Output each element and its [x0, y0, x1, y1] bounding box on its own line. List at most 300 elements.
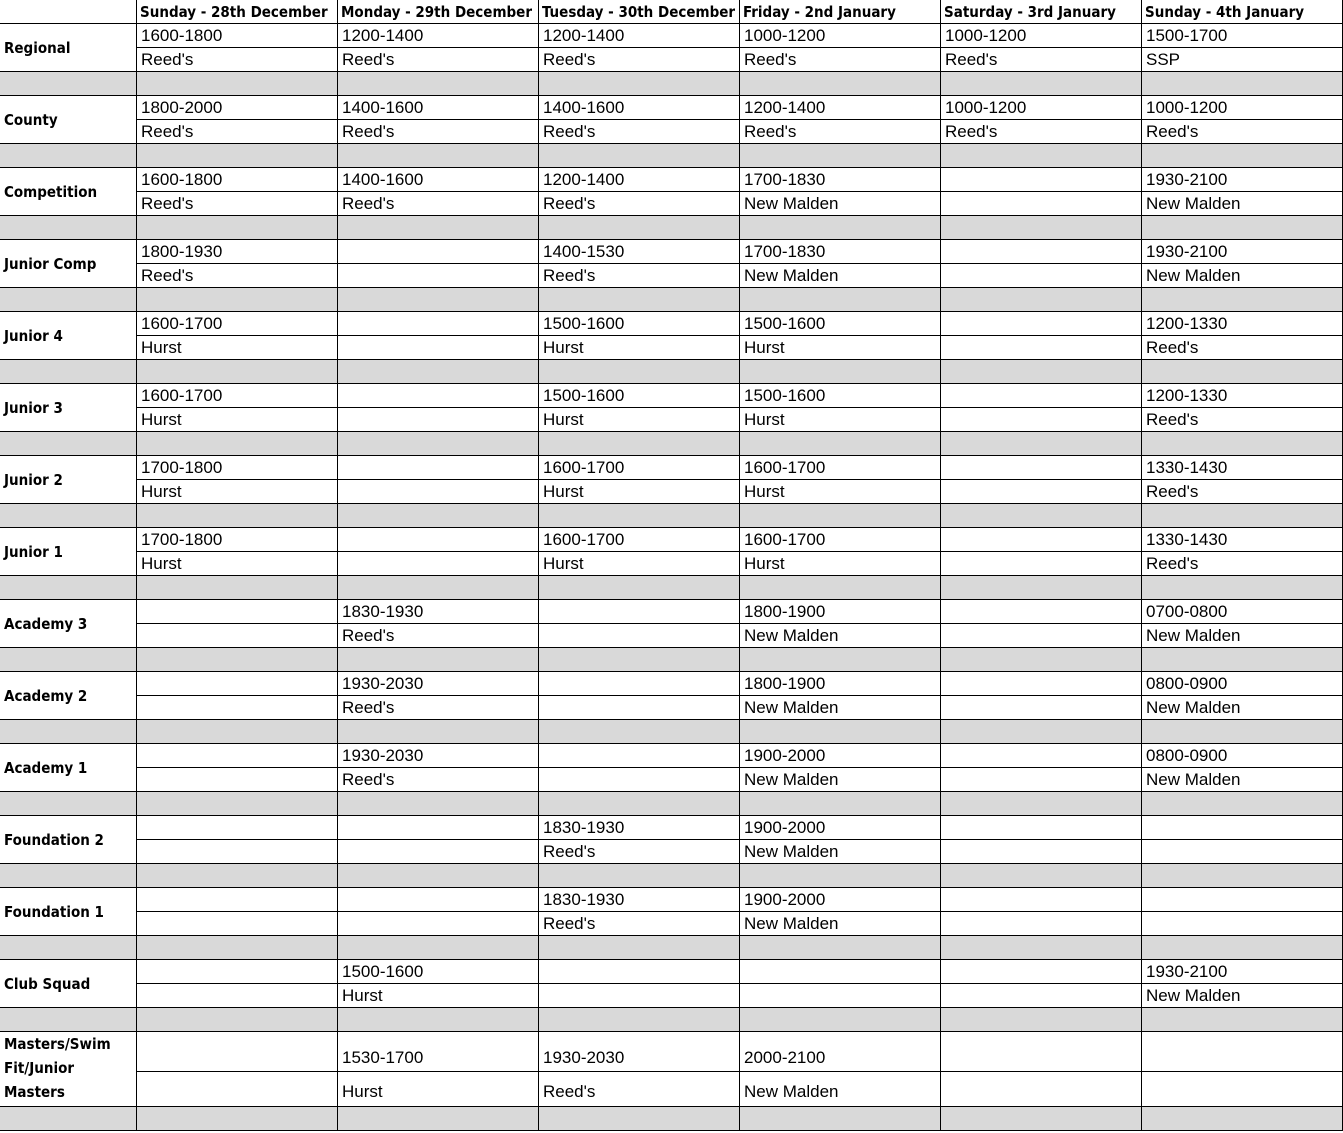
- spacer-cell: [137, 432, 338, 456]
- spacer-cell: [1142, 1107, 1343, 1131]
- session-time: 1600-1800: [137, 168, 338, 192]
- spacer-cell: [1142, 648, 1343, 672]
- spacer-cell: [740, 360, 941, 384]
- spacer-cell: [137, 864, 338, 888]
- session-venue: Reed's: [539, 264, 740, 288]
- spacer-cell: [740, 144, 941, 168]
- session-time: 1500-1600: [539, 312, 740, 336]
- session-time: [740, 960, 941, 984]
- spacer-cell: [941, 504, 1142, 528]
- session-time: [941, 240, 1142, 264]
- session-time: 1400-1600: [539, 96, 740, 120]
- session-time: [338, 456, 539, 480]
- spacer-cell: [740, 1008, 941, 1032]
- session-time: [137, 960, 338, 984]
- spacer-cell: [539, 504, 740, 528]
- session-time: 1600-1800: [137, 24, 338, 48]
- spacer-cell: [740, 72, 941, 96]
- day-header: Sunday - 4th January: [1142, 0, 1343, 24]
- session-time: 0800-0900: [1142, 672, 1343, 696]
- session-time: 1200-1400: [539, 24, 740, 48]
- day-header: Saturday - 3rd January: [941, 0, 1142, 24]
- session-time: [338, 384, 539, 408]
- session-venue: Hurst: [338, 1072, 539, 1107]
- session-venue: Hurst: [539, 408, 740, 432]
- day-header: Sunday - 28th December: [137, 0, 338, 24]
- session-venue: [137, 768, 338, 792]
- spacer-cell: [941, 1008, 1142, 1032]
- session-venue: Hurst: [137, 336, 338, 360]
- session-time: [941, 456, 1142, 480]
- session-venue: [740, 984, 941, 1008]
- spacer-cell: [1142, 936, 1343, 960]
- spacer-cell: [338, 576, 539, 600]
- session-time: [941, 816, 1142, 840]
- session-venue: Reed's: [137, 192, 338, 216]
- day-header: Monday - 29th December: [338, 0, 539, 24]
- session-time: [941, 672, 1142, 696]
- session-time: 1000-1200: [740, 24, 941, 48]
- session-time: [338, 240, 539, 264]
- squad-label: Junior 4: [0, 312, 137, 360]
- session-time: 1500-1700: [1142, 24, 1343, 48]
- spacer-cell: [1142, 504, 1343, 528]
- session-time: 1400-1530: [539, 240, 740, 264]
- session-venue: [338, 264, 539, 288]
- spacer-cell: [539, 576, 740, 600]
- session-time: [338, 816, 539, 840]
- session-venue: [137, 840, 338, 864]
- squad-label: Foundation 2: [0, 816, 137, 864]
- spacer-cell: [941, 72, 1142, 96]
- spacer-cell: [740, 216, 941, 240]
- spacer-cell: [0, 360, 137, 384]
- spacer-cell: [941, 936, 1142, 960]
- session-time: [941, 168, 1142, 192]
- session-venue: New Malden: [740, 840, 941, 864]
- session-time: 1000-1200: [1142, 96, 1343, 120]
- session-venue: [941, 552, 1142, 576]
- session-venue: Hurst: [740, 336, 941, 360]
- spacer-cell: [941, 288, 1142, 312]
- session-time: [137, 1032, 338, 1072]
- spacer-cell: [137, 720, 338, 744]
- day-header: Tuesday - 30th December: [539, 0, 740, 24]
- session-time: 1800-2000: [137, 96, 338, 120]
- spacer-cell: [0, 72, 137, 96]
- session-venue: Reed's: [539, 840, 740, 864]
- session-venue: New Malden: [740, 696, 941, 720]
- session-time: 1930-2100: [1142, 240, 1343, 264]
- session-venue: Reed's: [338, 696, 539, 720]
- session-venue: [338, 480, 539, 504]
- session-time: [338, 888, 539, 912]
- session-time: [941, 312, 1142, 336]
- squad-label: Junior Comp: [0, 240, 137, 288]
- spacer-cell: [0, 432, 137, 456]
- spacer-cell: [1142, 432, 1343, 456]
- spacer-cell: [539, 432, 740, 456]
- spacer-cell: [338, 144, 539, 168]
- session-venue: Hurst: [539, 336, 740, 360]
- session-venue: Hurst: [137, 552, 338, 576]
- spacer-cell: [1142, 576, 1343, 600]
- session-venue: [941, 480, 1142, 504]
- session-venue: [539, 624, 740, 648]
- session-time: [137, 816, 338, 840]
- session-time: [941, 384, 1142, 408]
- squad-label: Junior 1: [0, 528, 137, 576]
- session-time: 1200-1330: [1142, 312, 1343, 336]
- session-venue: Reed's: [740, 120, 941, 144]
- session-venue: [539, 984, 740, 1008]
- session-venue: New Malden: [740, 912, 941, 936]
- spacer-cell: [137, 288, 338, 312]
- spacer-cell: [338, 1008, 539, 1032]
- spacer-cell: [539, 648, 740, 672]
- session-venue: New Malden: [1142, 264, 1343, 288]
- spacer-cell: [539, 792, 740, 816]
- session-venue: [941, 768, 1142, 792]
- spacer-cell: [539, 1107, 740, 1131]
- day-header: Friday - 2nd January: [740, 0, 941, 24]
- session-venue: Reed's: [539, 1072, 740, 1107]
- session-venue: [137, 1072, 338, 1107]
- spacer-cell: [0, 720, 137, 744]
- session-time: 1700-1830: [740, 240, 941, 264]
- session-time: 1500-1600: [740, 312, 941, 336]
- spacer-cell: [1142, 288, 1343, 312]
- session-time: 1330-1430: [1142, 528, 1343, 552]
- session-venue: Hurst: [740, 552, 941, 576]
- spacer-cell: [0, 648, 137, 672]
- spacer-cell: [338, 72, 539, 96]
- session-venue: Reed's: [941, 120, 1142, 144]
- session-venue: [1142, 912, 1343, 936]
- session-venue: New Malden: [1142, 768, 1343, 792]
- session-venue: Reed's: [137, 120, 338, 144]
- spacer-cell: [137, 576, 338, 600]
- session-time: 1800-1900: [740, 672, 941, 696]
- header-corner-cell: [0, 0, 137, 24]
- session-venue: Reed's: [137, 48, 338, 72]
- session-time: 1530-1700: [338, 1032, 539, 1072]
- spacer-cell: [338, 936, 539, 960]
- spacer-cell: [539, 288, 740, 312]
- spacer-cell: [137, 216, 338, 240]
- spacer-cell: [740, 864, 941, 888]
- session-venue: [338, 408, 539, 432]
- spacer-cell: [539, 144, 740, 168]
- session-venue: New Malden: [1142, 624, 1343, 648]
- session-venue: [539, 696, 740, 720]
- session-time: [941, 744, 1142, 768]
- session-venue: New Malden: [740, 264, 941, 288]
- spacer-cell: [137, 144, 338, 168]
- squad-label: Junior 3: [0, 384, 137, 432]
- spacer-cell: [1142, 864, 1343, 888]
- session-venue: [941, 840, 1142, 864]
- session-time: 1200-1400: [740, 96, 941, 120]
- spacer-cell: [0, 504, 137, 528]
- session-time: 1500-1600: [338, 960, 539, 984]
- spacer-cell: [1142, 360, 1343, 384]
- session-venue: [137, 624, 338, 648]
- session-time: [539, 960, 740, 984]
- spacer-cell: [740, 936, 941, 960]
- session-venue: New Malden: [740, 192, 941, 216]
- session-venue: [137, 912, 338, 936]
- spacer-cell: [941, 216, 1142, 240]
- spacer-cell: [137, 648, 338, 672]
- session-venue: New Malden: [740, 624, 941, 648]
- spacer-cell: [941, 648, 1142, 672]
- session-time: [137, 888, 338, 912]
- session-time: 1400-1600: [338, 96, 539, 120]
- spacer-cell: [539, 720, 740, 744]
- session-venue: [941, 192, 1142, 216]
- session-time: 1500-1600: [539, 384, 740, 408]
- session-time: 1500-1600: [740, 384, 941, 408]
- session-venue: Reed's: [1142, 552, 1343, 576]
- session-time: 1900-2000: [740, 816, 941, 840]
- spacer-cell: [0, 288, 137, 312]
- session-time: 0700-0800: [1142, 600, 1343, 624]
- session-venue: New Malden: [1142, 696, 1343, 720]
- spacer-cell: [740, 576, 941, 600]
- session-venue: New Malden: [740, 768, 941, 792]
- spacer-cell: [338, 288, 539, 312]
- spacer-cell: [1142, 72, 1343, 96]
- session-venue: Hurst: [338, 984, 539, 1008]
- session-time: 1200-1400: [539, 168, 740, 192]
- session-venue: [1142, 1072, 1343, 1107]
- spacer-cell: [338, 864, 539, 888]
- session-time: [1142, 1032, 1343, 1072]
- session-time: 1800-1900: [740, 600, 941, 624]
- session-venue: Reed's: [1142, 120, 1343, 144]
- spacer-cell: [338, 432, 539, 456]
- session-venue: Hurst: [539, 480, 740, 504]
- spacer-cell: [137, 792, 338, 816]
- session-time: [137, 600, 338, 624]
- session-venue: [137, 984, 338, 1008]
- session-venue: [941, 624, 1142, 648]
- session-venue: [941, 912, 1142, 936]
- spacer-cell: [740, 648, 941, 672]
- spacer-cell: [941, 432, 1142, 456]
- session-venue: Hurst: [137, 408, 338, 432]
- squad-label: County: [0, 96, 137, 144]
- session-venue: Hurst: [137, 480, 338, 504]
- spacer-cell: [740, 720, 941, 744]
- session-venue: Reed's: [137, 264, 338, 288]
- session-venue: Reed's: [1142, 408, 1343, 432]
- spacer-cell: [941, 1107, 1142, 1131]
- session-venue: [338, 552, 539, 576]
- session-time: 1930-2030: [539, 1032, 740, 1072]
- session-time: 1600-1700: [740, 528, 941, 552]
- session-time: 1600-1700: [539, 528, 740, 552]
- spacer-cell: [0, 576, 137, 600]
- spacer-cell: [539, 216, 740, 240]
- spacer-cell: [941, 144, 1142, 168]
- session-time: [941, 1032, 1142, 1072]
- session-venue: Reed's: [338, 768, 539, 792]
- session-time: 1930-2030: [338, 672, 539, 696]
- session-time: 1830-1930: [338, 600, 539, 624]
- session-venue: [338, 336, 539, 360]
- session-time: [1142, 888, 1343, 912]
- squad-label: Competition: [0, 168, 137, 216]
- session-time: 1600-1700: [539, 456, 740, 480]
- session-time: 1930-2100: [1142, 168, 1343, 192]
- spacer-cell: [941, 576, 1142, 600]
- spacer-cell: [740, 792, 941, 816]
- spacer-cell: [1142, 792, 1343, 816]
- session-venue: [941, 1072, 1142, 1107]
- session-time: 1800-1930: [137, 240, 338, 264]
- spacer-cell: [941, 864, 1142, 888]
- session-time: 2000-2100: [740, 1032, 941, 1072]
- spacer-cell: [338, 720, 539, 744]
- session-time: 1000-1200: [941, 24, 1142, 48]
- spacer-cell: [539, 1008, 740, 1032]
- session-venue: New Malden: [740, 1072, 941, 1107]
- squad-label: Club Squad: [0, 960, 137, 1008]
- session-time: 1830-1930: [539, 816, 740, 840]
- session-time: 1700-1800: [137, 528, 338, 552]
- session-time: 1000-1200: [941, 96, 1142, 120]
- session-time: 1930-2100: [1142, 960, 1343, 984]
- spacer-cell: [0, 936, 137, 960]
- squad-label: Foundation 1: [0, 888, 137, 936]
- session-venue: New Malden: [1142, 984, 1343, 1008]
- squad-label: Academy 3: [0, 600, 137, 648]
- spacer-cell: [1142, 1008, 1343, 1032]
- spacer-cell: [137, 72, 338, 96]
- session-time: 1400-1600: [338, 168, 539, 192]
- spacer-cell: [1142, 144, 1343, 168]
- session-time: 1900-2000: [740, 744, 941, 768]
- session-time: [539, 744, 740, 768]
- session-venue: Reed's: [1142, 480, 1343, 504]
- session-time: 1200-1400: [338, 24, 539, 48]
- session-venue: Reed's: [539, 120, 740, 144]
- session-time: [137, 672, 338, 696]
- session-time: [539, 672, 740, 696]
- session-venue: [338, 912, 539, 936]
- session-time: 1200-1330: [1142, 384, 1343, 408]
- session-venue: Reed's: [338, 120, 539, 144]
- session-time: 1600-1700: [740, 456, 941, 480]
- session-venue: New Malden: [1142, 192, 1343, 216]
- session-time: 1930-2030: [338, 744, 539, 768]
- session-venue: Reed's: [941, 48, 1142, 72]
- session-venue: SSP: [1142, 48, 1343, 72]
- session-time: [941, 528, 1142, 552]
- squad-label: Academy 1: [0, 744, 137, 792]
- spacer-cell: [1142, 216, 1343, 240]
- session-venue: [137, 696, 338, 720]
- session-venue: Hurst: [539, 552, 740, 576]
- session-time: 1830-1930: [539, 888, 740, 912]
- squad-label: Regional: [0, 24, 137, 72]
- session-venue: [1142, 840, 1343, 864]
- spacer-cell: [740, 504, 941, 528]
- session-venue: [539, 768, 740, 792]
- squad-label: Junior 2: [0, 456, 137, 504]
- session-time: 1700-1830: [740, 168, 941, 192]
- spacer-cell: [0, 1008, 137, 1032]
- spacer-cell: [137, 360, 338, 384]
- spacer-cell: [338, 792, 539, 816]
- session-venue: [941, 408, 1142, 432]
- spacer-cell: [137, 1107, 338, 1131]
- spacer-cell: [338, 1107, 539, 1131]
- session-time: [941, 960, 1142, 984]
- session-venue: Reed's: [539, 48, 740, 72]
- session-venue: [941, 984, 1142, 1008]
- spacer-cell: [338, 648, 539, 672]
- spacer-cell: [338, 504, 539, 528]
- session-venue: Reed's: [338, 624, 539, 648]
- spacer-cell: [0, 216, 137, 240]
- session-time: 1600-1700: [137, 312, 338, 336]
- session-venue: Reed's: [338, 48, 539, 72]
- session-venue: Reed's: [539, 912, 740, 936]
- spacer-cell: [0, 144, 137, 168]
- spacer-cell: [740, 288, 941, 312]
- squad-label: Masters/Swim Fit/Junior Masters: [0, 1032, 137, 1107]
- spacer-cell: [539, 936, 740, 960]
- session-time: 0800-0900: [1142, 744, 1343, 768]
- session-venue: Reed's: [539, 192, 740, 216]
- spacer-cell: [137, 504, 338, 528]
- session-venue: Reed's: [740, 48, 941, 72]
- session-time: [941, 888, 1142, 912]
- spacer-cell: [740, 1107, 941, 1131]
- spacer-cell: [941, 360, 1142, 384]
- session-venue: [941, 336, 1142, 360]
- session-time: [338, 528, 539, 552]
- spacer-cell: [539, 864, 740, 888]
- session-venue: [338, 840, 539, 864]
- spacer-cell: [338, 360, 539, 384]
- spacer-cell: [0, 864, 137, 888]
- spacer-cell: [740, 432, 941, 456]
- session-time: 1330-1430: [1142, 456, 1343, 480]
- spacer-cell: [137, 1008, 338, 1032]
- spacer-cell: [941, 720, 1142, 744]
- squad-label: Academy 2: [0, 672, 137, 720]
- spacer-cell: [338, 216, 539, 240]
- session-venue: [941, 696, 1142, 720]
- session-time: [539, 600, 740, 624]
- session-time: 1700-1800: [137, 456, 338, 480]
- session-venue: Hurst: [740, 480, 941, 504]
- spacer-cell: [137, 936, 338, 960]
- session-venue: Reed's: [338, 192, 539, 216]
- session-time: [941, 600, 1142, 624]
- session-time: [338, 312, 539, 336]
- session-venue: [941, 264, 1142, 288]
- spacer-cell: [539, 72, 740, 96]
- session-venue: Reed's: [1142, 336, 1343, 360]
- spacer-cell: [0, 792, 137, 816]
- spacer-cell: [1142, 720, 1343, 744]
- spacer-cell: [941, 792, 1142, 816]
